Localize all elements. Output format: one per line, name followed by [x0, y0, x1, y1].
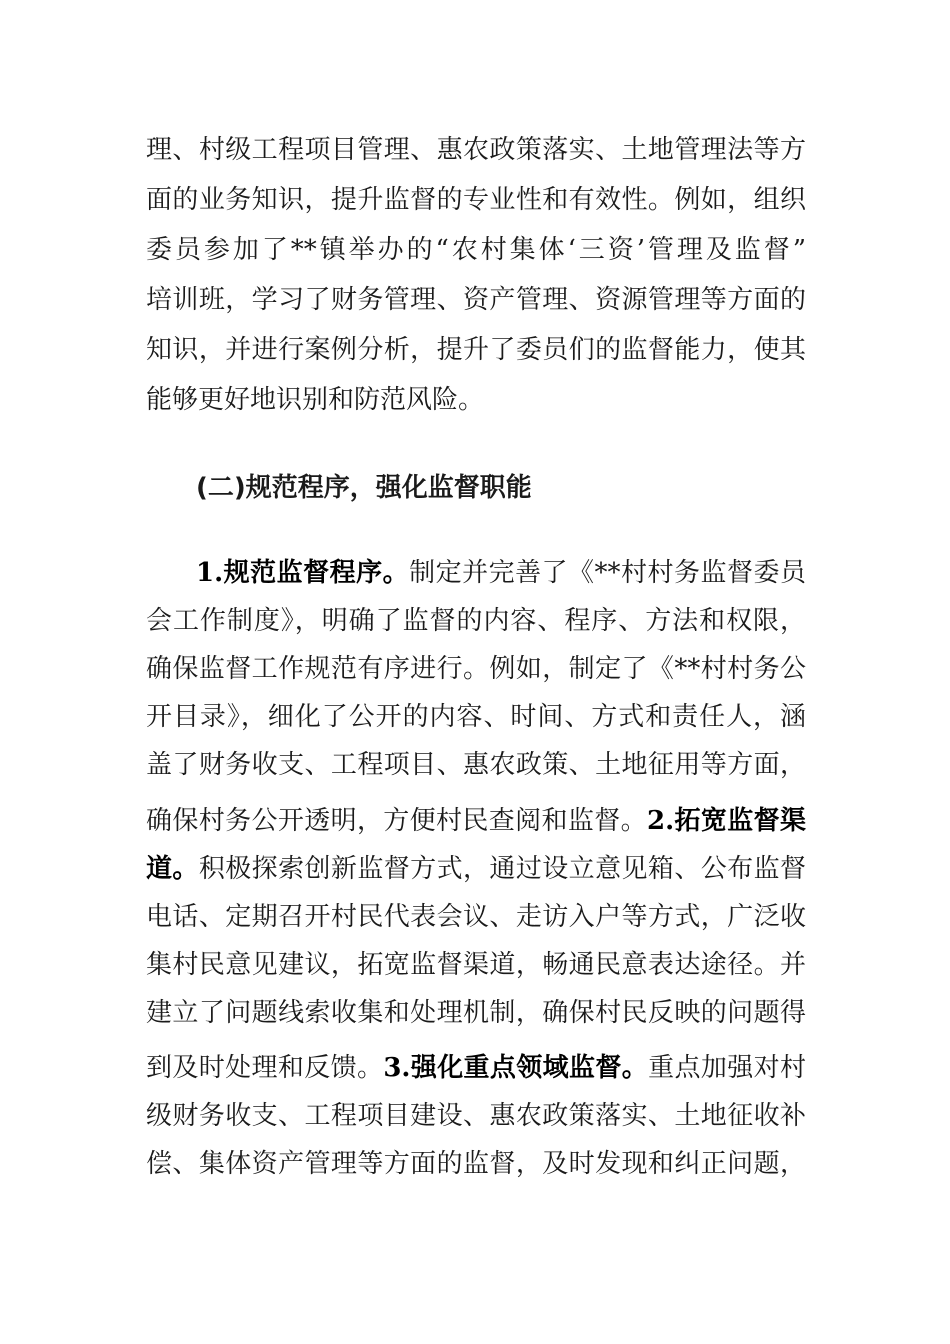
- paragraph-text: 重点加强对村: [648, 1053, 806, 1083]
- paragraph-line: [146, 846, 806, 892]
- paragraph-line: 偿、集体资产管理等方面的监督，及时发现和纠正问题，: [146, 1149, 806, 1179]
- paragraph-line: 委员参加了**镇举办的“农村集体‘三资’管理及监督”: [146, 235, 806, 265]
- paragraph-line: 建立了问题线索收集和处理机制，确保村民反映的问题得: [146, 998, 806, 1028]
- paragraph-line: 能够更好地识别和防范风险。: [146, 385, 485, 415]
- paragraph-line: [196, 550, 806, 596]
- paragraph-line: [146, 798, 806, 844]
- paragraph-line: 培训班，学习了财务管理、资产管理、资源管理等方面的: [146, 285, 806, 315]
- paragraph-line: 理、村级工程项目管理、惠农政策落实、土地管理法等方: [146, 135, 806, 165]
- paragraph-line: 知识，并进行案例分析，提升了委员们的监督能力，使其: [146, 335, 806, 365]
- paragraph-line: 电话、定期召开村民代表会议、走访入户等方式，广泛收: [146, 902, 806, 932]
- paragraph-line: 会工作制度》，明确了监督的内容、程序、方法和权限，: [146, 606, 806, 636]
- paragraph-text: 积极探索创新监督方式，通过设立意见箱、公布监督: [198, 854, 806, 884]
- item-title-3: 3.强化重点领域监督。: [383, 1053, 649, 1083]
- paragraph-line: 面的业务知识，提升监督的专业性和有效性。例如，组织: [146, 185, 806, 215]
- section-heading: (二)规范程序，强化监督职能: [196, 473, 532, 503]
- paragraph-text: 到及时处理和反馈。: [146, 1053, 384, 1083]
- paragraph-line: 确保监督工作规范有序进行。例如，制定了《**村村务公: [146, 654, 806, 684]
- paragraph-line: 集村民意见建议，拓宽监督渠道，畅通民意表达途径。并: [146, 950, 806, 980]
- paragraph-line: 级财务收支、工程项目建设、惠农政策落实、土地征收补: [146, 1101, 806, 1131]
- item-title-2: 2.拓宽监督渠: [647, 806, 806, 836]
- paragraph-line: [146, 1045, 806, 1091]
- paragraph-line: 盖了财务收支、工程项目、惠农政策、土地征用等方面，: [146, 750, 806, 780]
- paragraph-text: 确保村务公开透明，方便村民查阅和监督。: [146, 806, 647, 836]
- item-title-1: 1.规范监督程序。: [196, 558, 410, 588]
- item-title-2-cont: 道。: [146, 854, 199, 884]
- paragraph-text: 制定并完善了《**村村务监督委员: [409, 558, 806, 588]
- paragraph-line: 开目录》，细化了公开的内容、时间、方式和责任人，涵: [146, 702, 806, 732]
